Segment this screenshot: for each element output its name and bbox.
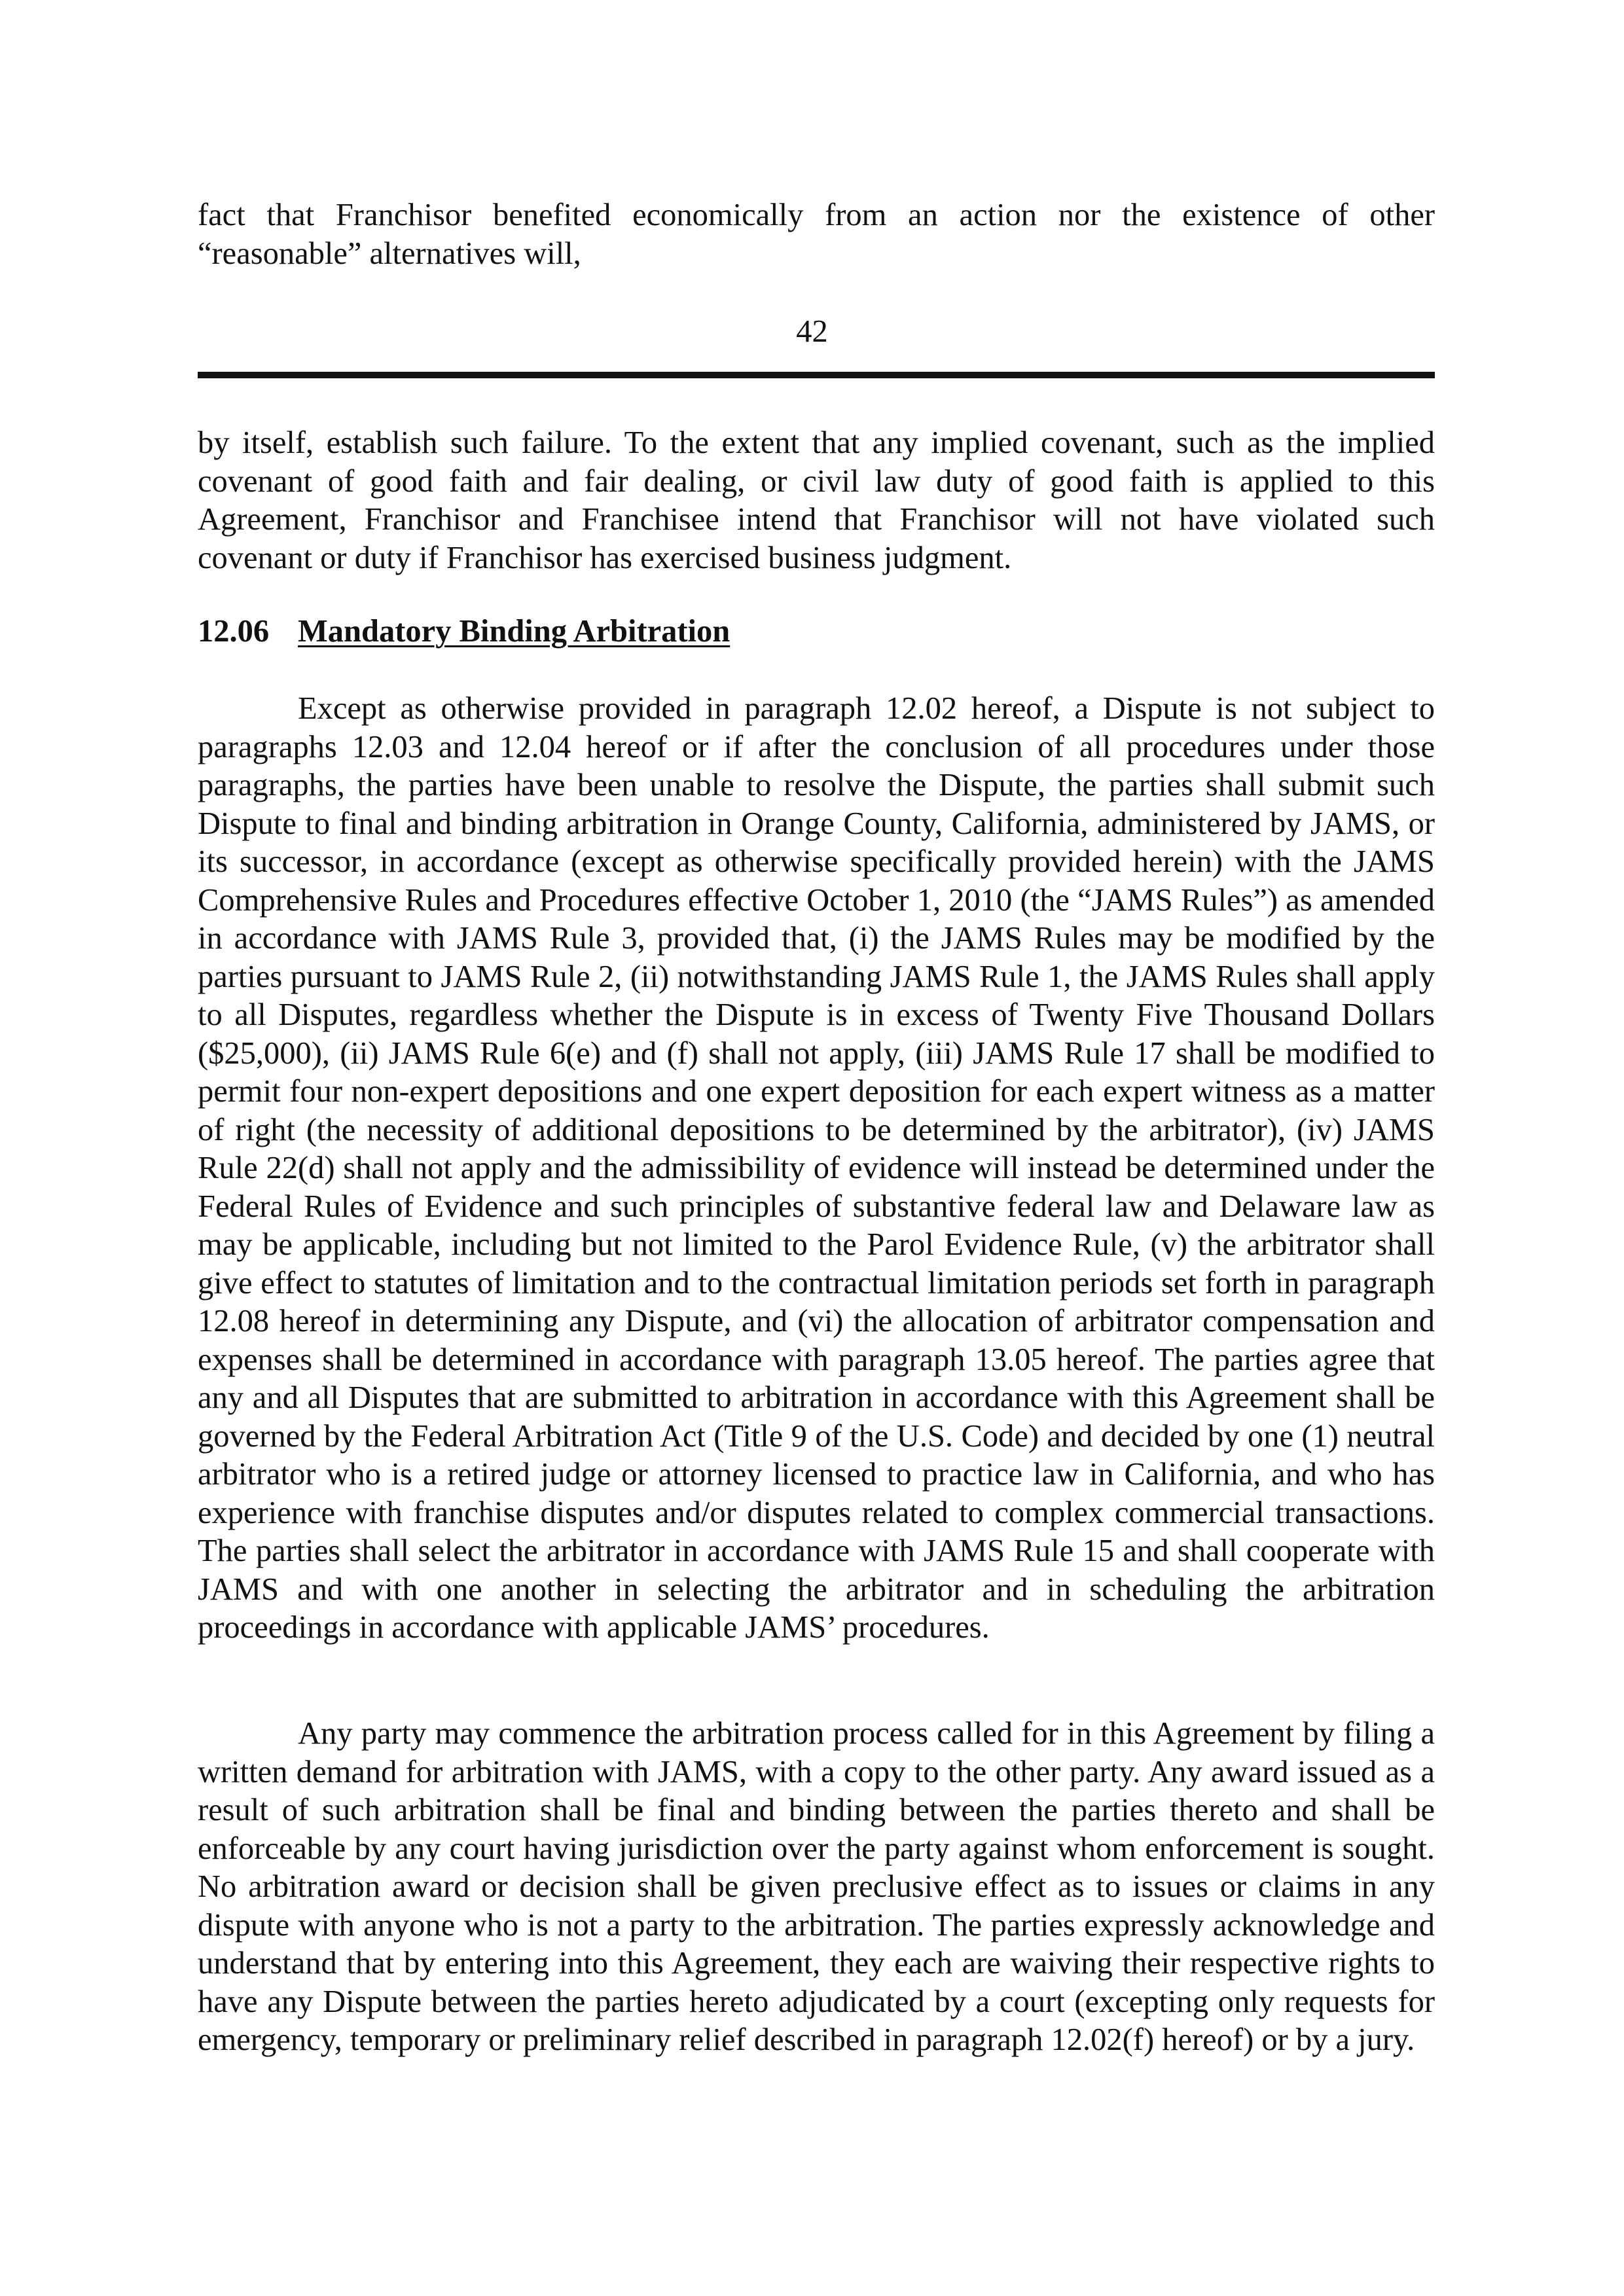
continuation-paragraph: by itself, establish such failure. To the extent that any implied covenant, such as the implied covenant of good faith and fair dealing, or civil law duty of good faith is applied to this Agreement, Franchisor and Franchisee intend that Franchisor will not have violated such covenant or duty if Franchisor has exercised business judgment. [198,425,1435,575]
section-title: Mandatory Binding Arbitration [298,614,731,649]
commencement-paragraph: Any party may commence the arbitration process called for in this Agreement by filing a written demand for arbitration with JAMS, with a copy to the other party. Any award issued as a result of such arbitration shall be final and binding between the parties thereto and shall be enforceable by any court having jurisdiction over the party against whom enforcement is sought. No arbitration award or decision shall be given preclusive effect as to issues or claims in any dispute with anyone who is not a party to the arbitration. The parties expressly acknowledge and understand that by entering into this Agreement, they each are waiving their respective rights to have any Dispute between the parties hereto adjudicated by a court (excepting only requests for emergency, temporary or preliminary relief described in paragraph 12.02(f) hereof) or by a jury. [198,1716,1435,2057]
section-number: 12.06 [198,614,270,649]
carry-over-text: fact that Franchisor benefited economically from an action nor the existence of other “reasonable” alternatives will, [198,198,1435,271]
section-heading [198,613,730,651]
page-number: 42 [796,314,828,349]
page-break-rule [198,372,1435,378]
arbitration-paragraph: Except as otherwise provided in paragraph 12.02 hereof, a Dispute is not subject to paragraphs 12.03 and 12.04 hereof or if after the conclusion of all procedures under those paragraphs, the parties have been unable to resolve the Dispute, the parties shall submit such Dispute to final and binding arbitration in Orange County, California, administered by JAMS, or its successor, in accordance (except as otherwise specifically provided herein) with the JAMS Comprehensive Rules and Procedures effective October 1, 2010 (the “JAMS Rules”) as amended in accordance with JAMS Rule 3, provided that, (i) the JAMS Rules may be modified by the parties pursuant to JAMS Rule 2, (ii) notwithstanding JAMS Rule 1, the JAMS Rules shall apply to all Disputes, regardless whether the Dispute is in excess of Twenty Five Thousand Dollars ($25,000), (ii) JAMS Rule 6(e) and (f) shall not apply, (iii) JAMS Rule 17 shall be modified to permit four non-expert depositions and one expert deposition for each expert witness as a matter of right (the necessity of additional depositions to be determined by the arbitrator), (iv) JAMS Rule 22(d) shall not apply and the admissibility of evidence will instead be determined under the Federal Rules of Evidence and such principles of substantive federal law and Delaware law as may be applicable, including but not limited to the Parol Evidence Rule, (v) the arbitrator shall give effect to statutes of limitation and to the contractual limitation periods set forth in paragraph 12.08 hereof in determining any Dispute, and (vi) the allocation of arbitrator compensation and expenses shall be determined in accordance with paragraph 13.05 hereof. The parties agree that any and all Disputes that are submitted to arbitration in accordance with this Agreement shall be governed by the Federal Arbitration Act (Title 9 of the U.S. Code) and decided by one (1) neutral arbitrator who is a retired judge or attorney licensed to practice law in California, and who has experience with franchise disputes and/or disputes related to complex commercial transactions. The parties shall select the arbitrator in accordance with JAMS Rule 15 and shall cooperate with JAMS and with one another in selecting the arbitrator and in scheduling the arbitration proceedings in accordance with applicable JAMS’ procedures. [198,691,1435,1645]
